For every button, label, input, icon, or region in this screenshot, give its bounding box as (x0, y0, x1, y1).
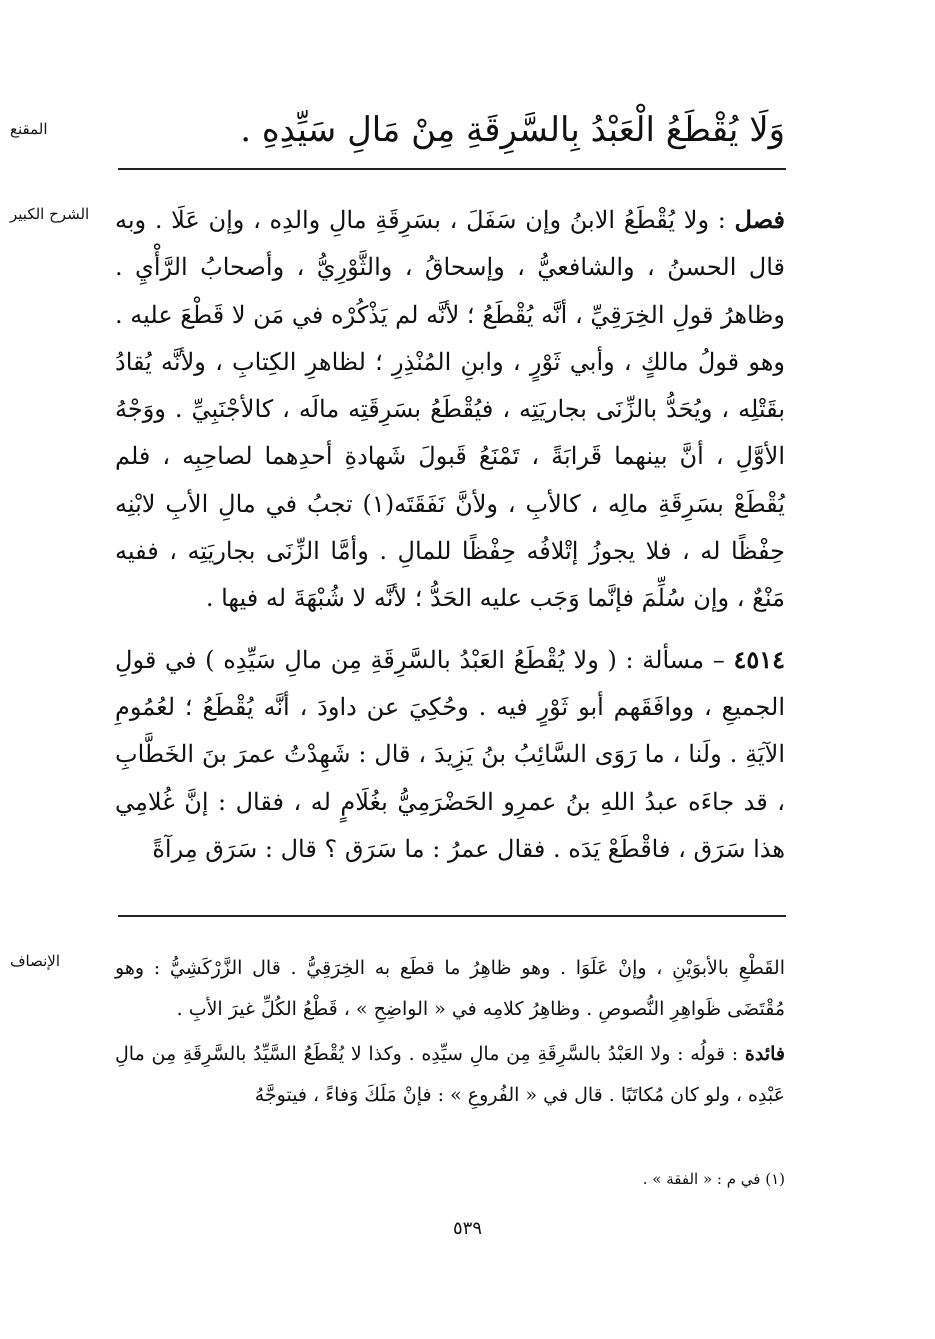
side-label-muqni: المقنع (10, 120, 48, 138)
insaf-divider (118, 915, 786, 917)
fasl-paragraph (115, 196, 785, 623)
side-label-sharh: الشرح الكبير (10, 205, 90, 223)
masala-number: ٤٥١٤ (733, 644, 785, 674)
header-divider (118, 168, 786, 170)
faida-text: : قولُه : ولا العَبْدُ بالسَّرِقَةِ مِن مالِ سيِّدِه . وكذا لا يُقْطَعُ السَّيِّدُ بالسَّرِقَةِ مِن مالِ عَبْدِه ، ولو كان مُكاتَبًا . قال في « الفُروعِ » : فإنْ مَلَكَ وَفاءً ، فيتوجَّهُ (115, 1043, 785, 1106)
muqni-text: وَلَا يُقْطَعُ الْعَبْدُ بِالسَّرِقَةِ مِنْ مَالِ سَيِّدِهِ . (240, 110, 785, 150)
faida-label: فائدة (744, 1043, 785, 1065)
masala-text: – مسألة : ( ولا يُقْطَعُ العَبْدُ بالسَّرِقَةِ مِن مالِ سَيِّدِه ) في قولِ الجميعِ ، ووافَقَهم أبو ثَوْرٍ فيه . وحُكِيَ عن داودَ ، أنَّه يُقْطَعُ ؛ لعُمُومِ الآيَةِ . ولَنا ، ما رَوَى السَّائِبُ بنُ يَزِيدَ ، قال : شَهِدْتُ عمرَ بنَ الخَطَّابِ ، قد جاءَه عبدُ اللهِ بنُ عمرِو الحَضْرَمِيُّ بغُلَامٍ له ، فقال : إنَّ غُلامِي هذا سَرَق ، فاقْطَعْ يَدَه . فقال عمرُ : ما سَرَق ؟ قال : سَرَق مِرآةً (115, 645, 785, 863)
side-label-insaf: الإنصاف (10, 952, 61, 970)
fasl-text: : ولا يُقْطَعُ الابنُ وإن سَفَلَ ، بسَرِقَةِ مالِ والدِه ، وإن عَلَا . وبه قال الحسنُ ، والشافعيُّ ، وإسحاقُ ، والثَّوْرِيُّ ، وأصحابُ الرَّأْيِ . وظاهرُ قولِ الخِرَقِيِّ ، أنَّه يُقْطَعُ ؛ لأنَّه لم يَذْكُرْه في مَن لا قَطْعَ عليه . وهو قولُ مالكٍ ، وأبي ثَوْرٍ ، وابنِ المُنْذِرِ ؛ لظاهرِ الكِتابِ ، ولأنَّه يُقادُ بقَتْلِه ، ويُحَدُّ بالزِّنَى بجاريَتِه ، فيُقْطَعُ بسَرِقَتِه مالَه ، كالأجْنَبِيِّ . ووَجْهُ الأوَّلِ ، أنَّ بينهما قَرابَةً ، تَمْنَعُ قَبولَ شَهادةِ أحدِهما لصاحِبِه ، فلم يُقْطَعْ بسَرِقَةِ مالِه ، كالأبِ ، ولأنَّ نَفَقَتَه(١) تجبُ في مالِ الأبِ لابْنِه حِفْظًا له ، فلا يجوزُ إتْلافُه حِفْظًا للمالِ . وأمَّا الزِّنَى بجاريَتِه ، ففيه مَنْعٌ ، وإن سُلِّمَ فإنَّما وَجَب عليه الحَدُّ ؛ لأنَّه لا شُبْهَةَ له فيها . (115, 206, 785, 613)
sharh-body (115, 196, 785, 873)
insaf-para1: القَطْعِ بالأبوَيْنِ ، وإنْ عَلَوَا . وهو ظاهِرُ ما قطَع به الخِرَقِيُّ . قال الزَّرْكَشِيُّ : وهو مُقْتَضَى ظَواهِرِ النُّصوصِ . وظاهِرُ كلامِه في « الواضِحِ » ، قَطْعُ الكُلِّ غيرَ الأبِ . (115, 957, 785, 1020)
insaf-faida (115, 1034, 785, 1116)
footnote: (١) في م : « الفقة » . (642, 1170, 785, 1188)
fasl-heading: فصل (734, 205, 785, 234)
insaf-body (115, 948, 785, 1116)
page-number: ٥٣٩ (452, 1218, 482, 1239)
masala-paragraph (115, 636, 785, 873)
